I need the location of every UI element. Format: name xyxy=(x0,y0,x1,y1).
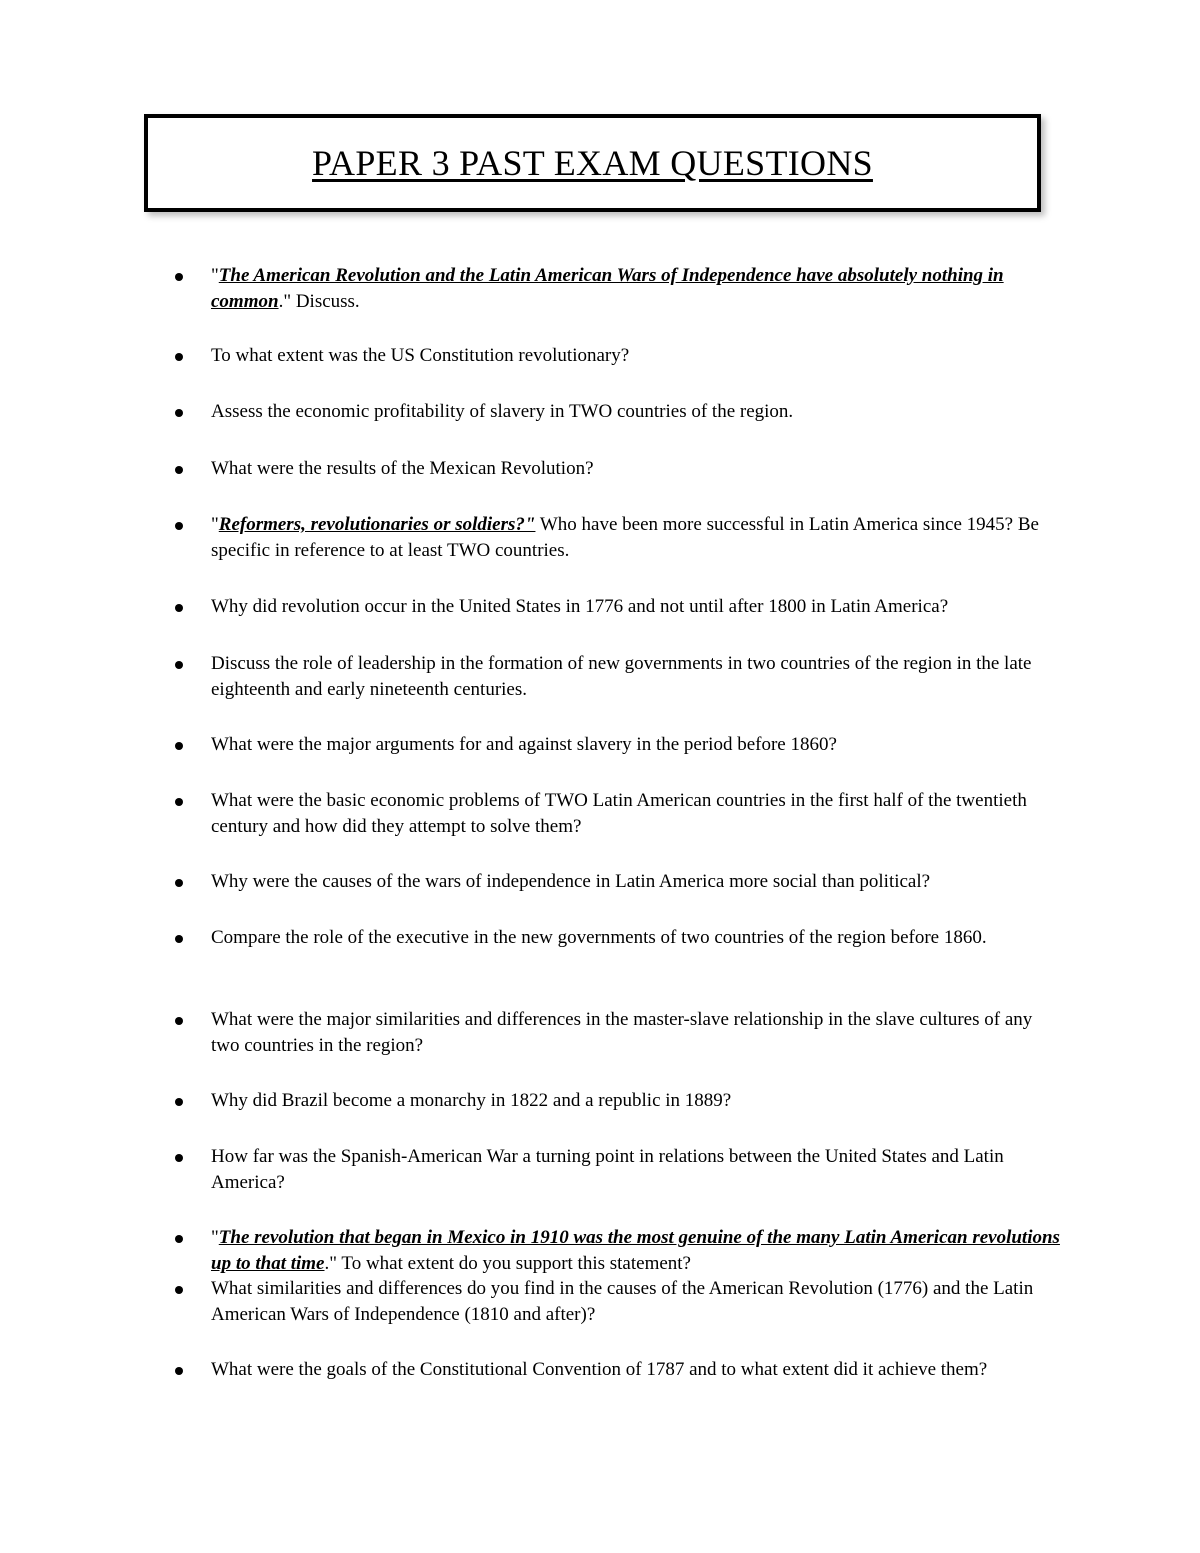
question-text: What were the results of the Mexican Revolution? xyxy=(211,458,594,479)
bullet-icon xyxy=(175,1017,183,1025)
bullet-icon xyxy=(175,935,183,943)
bullet-icon xyxy=(175,409,183,417)
question-3 xyxy=(211,399,1061,425)
bullet-icon xyxy=(175,798,183,806)
title-box xyxy=(144,114,1041,212)
question-emphasis: The American Revolution and the Latin American Wars of Independence have absolutely nothing in common xyxy=(211,265,1004,312)
question-7 xyxy=(211,651,1061,703)
question-text: What were the basic economic problems of TWO Latin American countries in the first half of the twentieth century and how did they attempt to solve them? xyxy=(211,790,1027,837)
question-9 xyxy=(211,788,1061,840)
question-text: What similarities and differences do you find in the causes of the American Revolution (1776) and the Latin American Wars of Independence (1810 and after)? xyxy=(211,1278,1034,1325)
question-text: Compare the role of the executive in the new governments of two countries of the region before 1860. xyxy=(211,927,987,948)
bullet-icon xyxy=(175,1154,183,1162)
question-14 xyxy=(211,1144,1061,1196)
question-17 xyxy=(211,1357,1061,1383)
bullet-icon xyxy=(175,1286,183,1294)
question-12 xyxy=(211,1007,1061,1059)
bullet-icon xyxy=(175,879,183,887)
bullet-icon xyxy=(175,466,183,474)
question-text: Discuss the role of leadership in the formation of new governments in two countries of the region in the late eighteenth and early nineteenth centuries. xyxy=(211,653,1032,700)
page-title: PAPER 3 PAST EXAM QUESTIONS xyxy=(312,143,873,183)
question-13 xyxy=(211,1088,1061,1114)
question-quote-open: " xyxy=(211,1227,219,1248)
question-text: Why did revolution occur in the United States in 1776 and not until after 1800 in Latin America? xyxy=(211,596,949,617)
bullet-icon xyxy=(175,522,183,530)
question-text: To what extent was the US Constitution revolutionary? xyxy=(211,345,630,366)
question-10 xyxy=(211,869,1061,895)
bullet-icon xyxy=(175,604,183,612)
bullet-icon xyxy=(175,273,183,281)
question-15 xyxy=(211,1225,1061,1277)
question-text: ." To what extent do you support this statement? xyxy=(324,1253,691,1274)
bullet-icon xyxy=(175,1367,183,1375)
question-text: What were the goals of the Constitutional Convention of 1787 and to what extent did it achieve them? xyxy=(211,1359,988,1380)
question-16 xyxy=(211,1276,1061,1328)
bullet-icon xyxy=(175,1098,183,1106)
question-text: Why did Brazil become a monarchy in 1822 and a republic in 1889? xyxy=(211,1090,732,1111)
question-5 xyxy=(211,512,1061,564)
question-quote-open: " xyxy=(211,265,219,286)
bullet-icon xyxy=(175,353,183,361)
question-emphasis: Reformers, revolutionaries or soldiers?" xyxy=(218,514,536,535)
question-4 xyxy=(211,456,1061,482)
question-quote-open: " xyxy=(211,514,219,535)
bullet-icon xyxy=(175,742,183,750)
bullet-icon xyxy=(175,661,183,669)
question-11 xyxy=(211,925,1061,951)
question-text: What were the major arguments for and against slavery in the period before 1860? xyxy=(211,734,837,755)
question-text: How far was the Spanish-American War a turning point in relations between the United States and Latin America? xyxy=(211,1146,1004,1193)
question-6 xyxy=(211,594,1061,620)
question-text: Why were the causes of the wars of independence in Latin America more social than political? xyxy=(211,871,931,892)
question-2 xyxy=(211,343,1061,369)
question-text: Who have been more successful in Latin America since 1945? Be specific in reference to at least TWO countries. xyxy=(211,514,1039,561)
question-text: Assess the economic profitability of slavery in TWO countries of the region. xyxy=(211,401,794,422)
question-8 xyxy=(211,732,1061,758)
question-text: ." Discuss. xyxy=(278,291,360,312)
bullet-icon xyxy=(175,1235,183,1243)
question-text: What were the major similarities and differences in the master-slave relationship in the slave cultures of any two countries in the region? xyxy=(211,1009,1033,1056)
question-emphasis: The revolution that began in Mexico in 1910 was the most genuine of the many Latin American revolutions up to that time xyxy=(211,1227,1060,1274)
question-1 xyxy=(211,263,1061,315)
